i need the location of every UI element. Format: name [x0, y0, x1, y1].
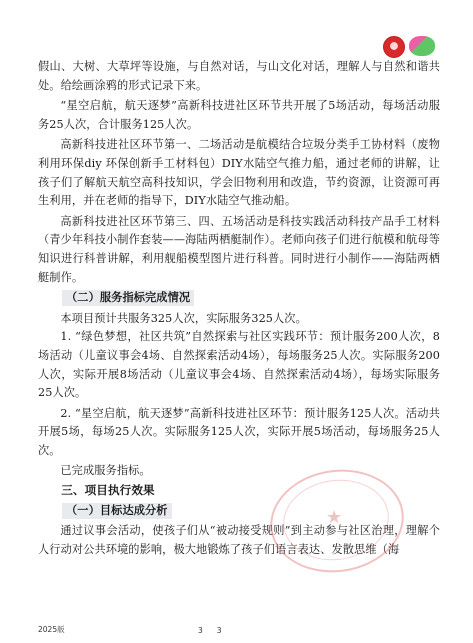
seal-star-icon: ★	[326, 507, 343, 528]
paragraph: “星空启航，航天逐梦”高新科技进社区环节共开展了5场活动，每场活动服务25人次，合计服务125人次。	[38, 99, 440, 131]
heading-text: （一）目标达成分析	[62, 503, 172, 519]
section-heading: 三、项目执行效果	[61, 483, 155, 498]
paragraph: 通过议事会活动，使孩子们从“被动接受规则”到主动参与社区治理，理解个人行动对公共环境的影响，极大地锻炼了孩子们语言表达、发散思维（海	[38, 524, 440, 556]
paragraph: 本项目预计共服务325人次，实际服务325人次。	[60, 311, 307, 325]
page-numbers	[198, 626, 236, 635]
party-emblem-icon	[383, 36, 405, 58]
paragraph: 已完成服务指标。	[60, 464, 151, 478]
heading-text: （二）服务指标完成情况	[62, 290, 194, 306]
page-total: 3	[216, 626, 236, 635]
paragraph: 1. “绿色梦想，社区共筑”自然探索与社区实践环节：预计服务200人次，8场活动（儿童议事会4场、自然探索活动4场），每场服务25人次。实际服务200人次，实际开展8场活动（儿童议事会4场、自然探索活动4场），每场实际服务25人次。	[38, 330, 440, 400]
paragraph: 假山、大树、大草坪等设施，与自然对话，与山文化对话，理解人与自然和谐共处。给绘画涂鸦的形式记录下来。	[38, 60, 440, 92]
page-current: 3	[198, 626, 217, 635]
paragraph: 高新科技进社区环节第一、二场活动是航模结合垃圾分类手工协材料（废物利用环保diy 环保创新手工材料包）DIY水陆空气推力船，通过老师的讲解，让孩子们了解航天航空高科技知识，学会旧物利用和改造，节约资源，让资源可再生利用，并在老师的指导下，DIY水陆空气推动船。	[38, 138, 440, 208]
header-logos	[383, 36, 435, 58]
section-heading	[38, 289, 440, 308]
paragraph: 高新科技进社区环节第三、四、五场活动是科技实践活动科技产品手工材料（青少年科技小制作套装——海陆两栖艇制作）。老师向孩子们进行航模和航母等知识进行科普讲解，利用舰船模型图片进行科普。同时进行小制作——海陆两栖艇制作。	[38, 214, 440, 284]
community-logo-icon	[409, 36, 435, 56]
paragraph: 2. “星空启航，航天逐梦”高新科技进社区环节：预计服务125人次。活动共开展5场，每场25人次。实际服务125人次，实际开展5场活动，每场服务25人次。	[38, 406, 440, 457]
version-label: 2025版	[38, 625, 65, 634]
